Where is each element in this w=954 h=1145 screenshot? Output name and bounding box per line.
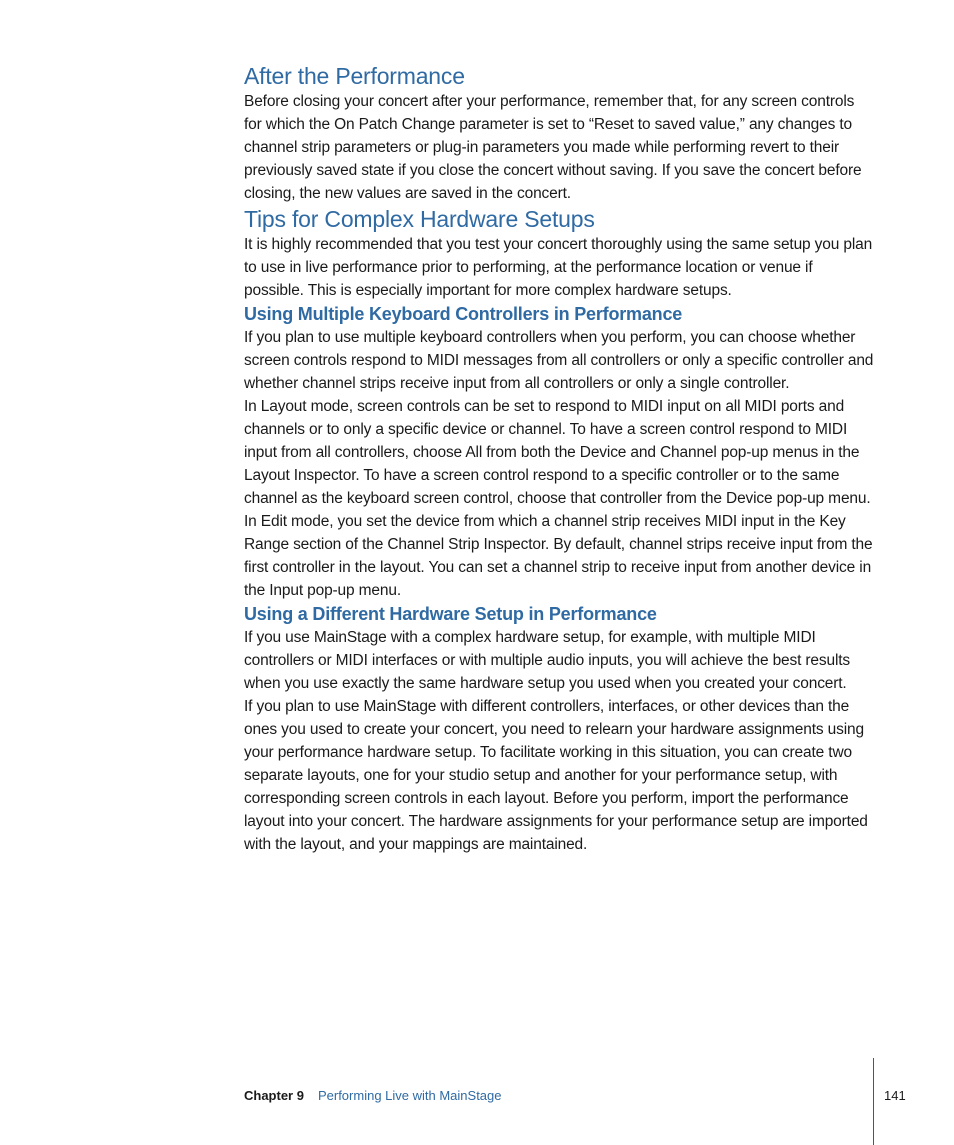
footer-chapter-label: Chapter 9 [244, 1088, 304, 1103]
subsection-heading-multiple-keyboard-controllers: Using Multiple Keyboard Controllers in Performance [244, 304, 683, 324]
footer-divider [873, 1058, 874, 1145]
paragraph: If you plan to use MainStage with different controllers, interfaces, or other devices than the ones you used to create your concert, you need to relearn your hardware assignments using your performance hardware setup. To facilitate working in this situation, you can create two separate layouts, one for your studio setup and another for your performance setup, with corresponding screen controls in each layout. Before you perform, import the performance layout into your concert. The hardware assignments for your performance setup are imported with the layout, and your mappings are maintained. [244, 698, 868, 853]
paragraph: In Edit mode, you set the device from which a channel strip receives MIDI input in the Key Range section of the Channel Strip Inspector. By default, channel strips receive input from the first controller in the layout. You can set a channel strip to receive input from another device in the Input pop-up menu. [244, 513, 873, 599]
section-heading-tips-for-complex-hardware-setups: Tips for Complex Hardware Setups [244, 206, 595, 232]
page-number: 141 [884, 1088, 906, 1103]
subsection-heading-different-hardware-setup: Using a Different Hardware Setup in Performance [244, 604, 657, 624]
page-footer [244, 1086, 904, 1106]
page-content [244, 58, 876, 856]
paragraph: Before closing your concert after your performance, remember that, for any screen controls for which the On Patch Change parameter is set to “Reset to saved value,” any changes to channel strip parameters or plug-in parameters you made while performing revert to their previously saved state if you close the concert without saving. If you save the concert before closing, the new values are saved in the concert. [244, 93, 862, 202]
paragraph: If you use MainStage with a complex hardware setup, for example, with multiple MIDI controllers or MIDI interfaces or with multiple audio inputs, you will achieve the best results when you use exactly the same hardware setup you used when you created your concert. [244, 629, 851, 692]
footer-chapter-title: Performing Live with MainStage [317, 1088, 502, 1103]
paragraph: In Layout mode, screen controls can be set to respond to MIDI input on all MIDI ports and channels or to only a specific device or channel. To have a screen control respond to MIDI input from all controllers, choose All from both the Device and Channel pop-up menus in the Layout Inspector. To have a screen control respond to a specific controller or to the same channel as the keyboard screen control, choose that controller from the Device pop-up menu. [244, 398, 871, 507]
section-heading-after-the-performance: After the Performance [244, 63, 465, 89]
paragraph: It is highly recommended that you test your concert thoroughly using the same setup you plan to use in live performance prior to performing, at the performance location or venue if possible. This is especially important for more complex hardware setups. [244, 236, 873, 299]
paragraph: If you plan to use multiple keyboard controllers when you perform, you can choose whether screen controls respond to MIDI messages from all controllers or only a specific controller and whether channel strips receive input from all controllers or only a single controller. [244, 329, 874, 392]
